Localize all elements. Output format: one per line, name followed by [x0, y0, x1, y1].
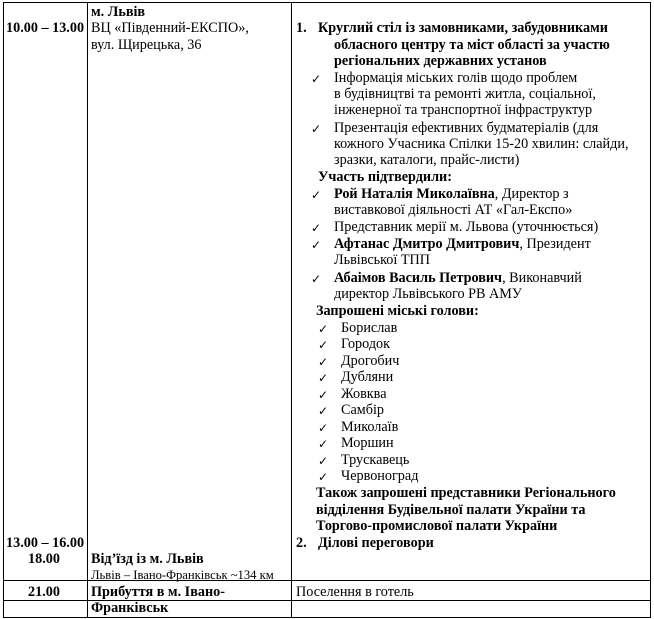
round-table-title: Круглий стіл із замовниками, забудовниками [318, 20, 608, 36]
list-item: Жовква [341, 386, 387, 402]
confirmed-title: Участь підтвердили: [318, 169, 452, 185]
check-icon: ✓ [318, 404, 329, 418]
participant-role: , Виконавчий [502, 270, 582, 286]
participant-name: Афтанас Дмитро Дмитрович [334, 236, 520, 252]
bullet-text: в будівництві та ремонті житла, соціальної, [334, 86, 596, 102]
item-number: 1. [296, 20, 307, 36]
time-cell: 13.00 – 16.00 [6, 535, 85, 551]
bullet-text: кожного Учасника Спілки 15-20 хвилин: слайди, [334, 136, 629, 152]
participant-name: Рой Наталія Миколаївна [334, 186, 495, 202]
check-icon: ✓ [318, 437, 329, 451]
participant-role-cont: виставкової діяльності АТ «Гал-Експо» [334, 202, 573, 218]
time-cell: 18.00 [28, 551, 60, 567]
column-divider-time [87, 2, 88, 618]
check-icon: ✓ [318, 470, 329, 484]
also-invited-text: Торгово-промислової палати України [316, 518, 558, 534]
also-invited-text: відділення Будівельної палати України та [316, 502, 586, 518]
bullet-text: Презентація ефективних будматеріалів (для [334, 120, 599, 136]
check-icon: ✓ [311, 221, 322, 235]
bullet-text: інженерної та транспортної інфраструктур [334, 102, 593, 118]
check-icon: ✓ [311, 72, 322, 86]
business-talks-title: Ділові переговори [318, 535, 434, 551]
check-icon: ✓ [318, 371, 329, 385]
check-icon: ✓ [318, 322, 329, 336]
bullet-text: Інформація міських голів щодо проблем [334, 70, 578, 86]
round-table-title: обласного центру та міст області за участю [334, 37, 610, 53]
list-item: Червоноград [341, 468, 419, 484]
arrival-title-cont: Франківськ [91, 600, 169, 616]
place-address: вул. Щирецька, 36 [91, 37, 202, 53]
round-table-title: регіональних державних установ [334, 53, 547, 69]
participant-role-cont: директор Львівського РВ АМУ [334, 286, 522, 302]
item-number: 2. [296, 535, 307, 551]
check-icon: ✓ [318, 338, 329, 352]
check-icon: ✓ [318, 355, 329, 369]
check-icon: ✓ [311, 188, 322, 202]
list-item: Дрогобич [341, 353, 400, 369]
time-cell: 21.00 [28, 584, 60, 600]
arrival-title: Прибуття в м. Івано- [91, 584, 225, 600]
list-item: Самбір [341, 402, 384, 418]
confirmed-line [334, 270, 582, 286]
list-item: Борислав [341, 320, 398, 336]
column-divider-place [291, 2, 292, 618]
participant-role-cont: Львівської ТПП [334, 252, 431, 268]
also-invited-text: Також запрошені представники Регіонального [316, 485, 616, 501]
participant-role: , Президент [519, 236, 591, 252]
route-text: Львів – Івано-Франківськ ~134 км [91, 568, 274, 582]
check-icon: ✓ [311, 122, 322, 136]
confirmed-line [334, 186, 569, 202]
participant-name: Абаімов Василь Петрович [334, 270, 503, 286]
departure-title: Від’їзд із м. Львів [91, 551, 204, 567]
time-cell: 10.00 – 13.00 [6, 20, 85, 36]
list-item: Дубляни [341, 369, 394, 385]
participant-role: , Директор з [494, 186, 569, 202]
confirmed-line: Представник мерії м. Львова (уточнюється) [334, 219, 599, 235]
check-icon: ✓ [318, 388, 329, 402]
list-item: Миколаїв [341, 419, 399, 435]
check-icon: ✓ [318, 454, 329, 468]
place-title: м. Львів [91, 4, 146, 20]
check-icon: ✓ [311, 238, 322, 252]
bullet-text: зразки, каталоги, прайс-листи) [334, 152, 520, 168]
confirmed-line [334, 236, 591, 252]
place-venue: ВЦ «Південний-ЕКСПО», [91, 20, 249, 36]
hotel-text: Поселення в готель [296, 584, 414, 600]
list-item: Моршин [341, 435, 394, 451]
list-item: Городок [341, 336, 391, 352]
list-item: Трускавець [341, 452, 410, 468]
check-icon: ✓ [311, 272, 322, 286]
mayors-title: Запрошені міські голови: [316, 303, 479, 319]
check-icon: ✓ [318, 421, 329, 435]
